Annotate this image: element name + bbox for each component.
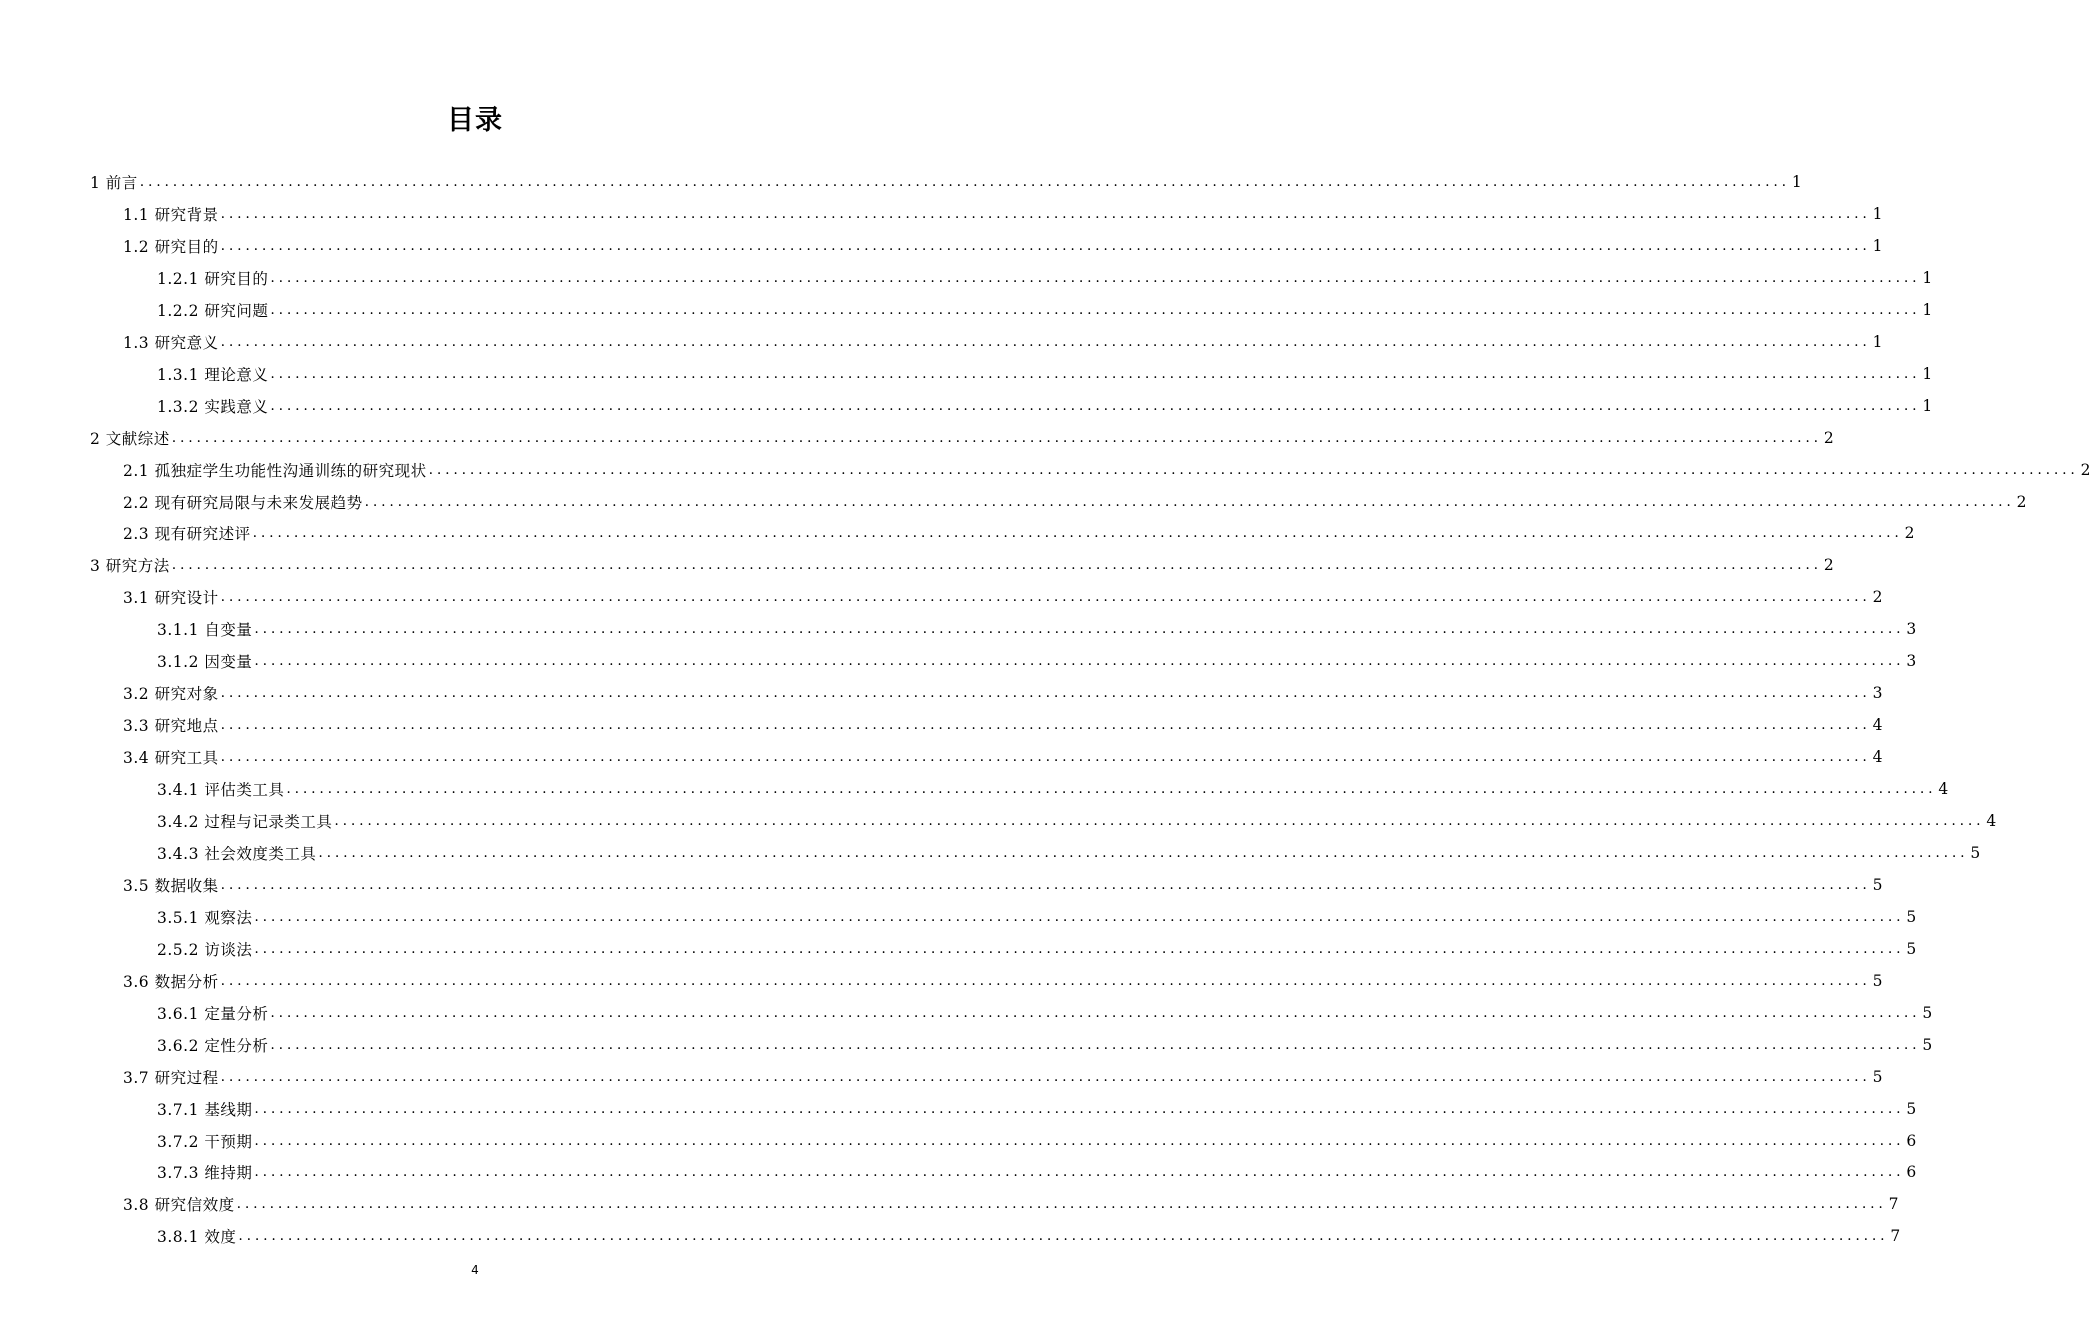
toc-dot-leader: ........................................................................................................................................................................................................: [364, 493, 2015, 510]
toc-dot-leader: ........................................................................................................................................................................................................: [220, 972, 1871, 989]
toc-entry-label: 3.5 数据收集: [123, 876, 219, 895]
toc-entry-label: 3.7.3 维持期: [157, 1164, 253, 1183]
toc-entry-page: 1: [1872, 236, 1883, 255]
toc-dot-leader: ........................................................................................................................................................................................................: [270, 1004, 1921, 1021]
toc-dot-leader: ........................................................................................................................................................................................................: [270, 269, 1921, 286]
toc-entry[interactable]: [157, 997, 1933, 1029]
toc-entry-label: 3.5.1 观察法: [157, 908, 253, 927]
toc-entry-page: 1: [1922, 396, 1933, 415]
toc-dot-leader: ........................................................................................................................................................................................................: [254, 653, 1905, 670]
toc-entry-page: 5: [1872, 875, 1883, 894]
toc-dot-leader: ........................................................................................................................................................................................................: [252, 525, 1903, 542]
toc-dot-leader: ........................................................................................................................................................................................................: [220, 237, 1871, 254]
toc-entry-page: 5: [1922, 1003, 1933, 1022]
toc-dot-leader: ........................................................................................................................................................................................................: [254, 1132, 1905, 1149]
toc-entry[interactable]: [90, 549, 1834, 581]
toc-entry-page: 5: [1906, 1099, 1917, 1118]
toc-entry-label: 1.3 研究意义: [123, 333, 219, 352]
toc-entry-page: 1: [1872, 204, 1883, 223]
toc-entry-page: 3: [1906, 652, 1917, 671]
toc-entry[interactable]: [157, 645, 1917, 677]
toc-entry-label: 3.1.1 自变量: [157, 621, 253, 640]
toc-entry-page: 5: [1906, 939, 1917, 958]
toc-entry[interactable]: [157, 390, 1933, 422]
toc-dot-leader: ........................................................................................................................................................................................................: [270, 397, 1921, 414]
toc-dot-leader: ........................................................................................................................................................................................................: [270, 365, 1921, 382]
toc-entry[interactable]: [123, 198, 1883, 230]
toc-entry-page: 4: [1872, 716, 1883, 735]
toc-dot-leader: ........................................................................................................................................................................................................: [220, 717, 1871, 734]
toc-entry-page: 2: [1823, 556, 1834, 575]
toc-entry-label: 1.3.1 理论意义: [157, 365, 269, 384]
toc-entry-page: 1: [1922, 300, 1933, 319]
toc-entry-page: 1: [1922, 268, 1933, 287]
toc-dot-leader: ........................................................................................................................................................................................................: [220, 205, 1871, 222]
toc-entry-label: 3.4 研究工具: [123, 749, 219, 768]
toc-entry-label: 3.6 数据分析: [123, 972, 219, 991]
toc-entry[interactable]: [157, 1125, 1917, 1157]
toc-entry[interactable]: [123, 741, 1883, 773]
toc-dot-leader: ........................................................................................................................................................................................................: [220, 1068, 1871, 1085]
toc-entry-label: 2.1 孤独症学生功能性沟通训练的研究现状: [123, 461, 427, 480]
toc-entry-label: 1.3.2 实践意义: [157, 397, 269, 416]
toc-entry[interactable]: [123, 517, 1915, 549]
toc-entry[interactable]: [123, 454, 2091, 486]
toc-entry[interactable]: [157, 773, 1949, 805]
toc-entry-page: 7: [1888, 1195, 1899, 1214]
toc-entry[interactable]: [157, 901, 1917, 933]
toc-entry-label: 3.4.3 社会效度类工具: [157, 844, 317, 863]
toc-entry-page: 1: [1872, 332, 1883, 351]
toc-entry[interactable]: [123, 677, 1883, 709]
toc-entry[interactable]: [123, 1188, 1899, 1220]
toc-entry[interactable]: [157, 613, 1917, 645]
toc-dot-leader: ........................................................................................................................................................................................................: [238, 1228, 1889, 1245]
toc-entry[interactable]: [157, 1029, 1933, 1061]
toc-entry-label: 3.3 研究地点: [123, 717, 219, 736]
toc-entry-page: 6: [1906, 1163, 1917, 1182]
toc-dot-leader: ........................................................................................................................................................................................................: [254, 1164, 1905, 1181]
toc-entry-label: 3.1 研究设计: [123, 589, 219, 608]
toc-entry-label: 2 文献综述: [90, 429, 170, 448]
toc-entry-page: 2: [2080, 460, 2091, 479]
toc-entry[interactable]: [157, 358, 1933, 390]
toc-entry[interactable]: [157, 294, 1933, 326]
toc-entry[interactable]: [157, 1156, 1917, 1188]
toc-entry-label: 1.2.1 研究目的: [157, 269, 269, 288]
toc-dot-leader: ........................................................................................................................................................................................................: [220, 685, 1871, 702]
toc-dot-leader: ........................................................................................................................................................................................................: [220, 333, 1871, 350]
toc-entry-page: 2: [2016, 492, 2027, 511]
toc-entry-page: 1: [1791, 173, 1802, 191]
toc-dot-leader: ........................................................................................................................................................................................................: [220, 749, 1871, 766]
toc-dot-leader: ........................................................................................................................................................................................................: [286, 781, 1937, 798]
toc-entry[interactable]: [123, 326, 1883, 358]
toc-dot-leader: ........................................................................................................................................................................................................: [139, 174, 1790, 190]
toc-dot-leader: ........................................................................................................................................................................................................: [171, 557, 1822, 574]
toc-dot-leader: ........................................................................................................................................................................................................: [236, 1196, 1887, 1213]
toc-entry-page: 2: [1872, 588, 1883, 607]
toc-entry[interactable]: [123, 965, 1883, 997]
toc-entry-label: 3.4.1 评估类工具: [157, 781, 285, 800]
toc-dot-leader: ........................................................................................................................................................................................................: [270, 301, 1921, 318]
toc-entry-label: 2.2 现有研究局限与未来发展趋势: [123, 493, 363, 512]
toc-entry[interactable]: [157, 262, 1933, 294]
toc-entry-page: 3: [1906, 620, 1917, 639]
toc-entry[interactable]: [157, 837, 1981, 869]
toc-entry[interactable]: [157, 933, 1917, 965]
toc-entry[interactable]: [123, 486, 2027, 518]
toc-entry-label: 3.7 研究过程: [123, 1068, 219, 1087]
page-title: 目录: [447, 105, 503, 136]
toc-entry-page: 6: [1906, 1131, 1917, 1150]
toc-entry-page: 2: [1904, 524, 1915, 543]
toc-dot-leader: ........................................................................................................................................................................................................: [220, 589, 1871, 606]
toc-entry[interactable]: [157, 1093, 1917, 1125]
toc-dot-leader: ........................................................................................................................................................................................................: [428, 461, 2079, 478]
toc-entry-label: 3.8 研究信效度: [123, 1196, 235, 1215]
toc-entry-page: 5: [1970, 843, 1981, 862]
toc-entry-label: 3.7.1 基线期: [157, 1100, 253, 1119]
toc-entry-page: 1: [1922, 364, 1933, 383]
toc-entry[interactable]: [123, 709, 1883, 741]
toc-dot-leader: ........................................................................................................................................................................................................: [220, 876, 1871, 893]
toc-dot-leader: ........................................................................................................................................................................................................: [254, 621, 1905, 638]
toc-entry-label: 1.1 研究背景: [123, 205, 219, 224]
toc-entry-label: 1.2.2 研究问题: [157, 301, 269, 320]
toc-entry-page: 7: [1890, 1227, 1901, 1246]
toc-entry-label: 1 前言: [90, 174, 138, 192]
toc-entry-label: 3.1.2 因变量: [157, 653, 253, 672]
toc-entry-label: 3.8.1 效度: [157, 1228, 237, 1247]
toc-dot-leader: ........................................................................................................................................................................................................: [270, 1036, 1921, 1053]
toc-entry-label: 3.7.2 干预期: [157, 1132, 253, 1151]
toc-entry[interactable]: [157, 1220, 1901, 1252]
toc-entry-page: 5: [1872, 971, 1883, 990]
toc-entry-label: 3.4.2 过程与记录类工具: [157, 813, 333, 831]
toc-entry-label: 2.5.2 访谈法: [157, 940, 253, 959]
toc-dot-leader: ........................................................................................................................................................................................................: [254, 1100, 1905, 1117]
toc-entry-page: 5: [1872, 1067, 1883, 1086]
toc-entry-label: 1.2 研究目的: [123, 237, 219, 256]
toc-entry[interactable]: [123, 230, 1883, 262]
toc-entry[interactable]: [90, 166, 1802, 198]
toc-dot-leader: ........................................................................................................................................................................................................: [254, 940, 1905, 957]
toc-dot-leader: ........................................................................................................................................................................................................: [171, 429, 1822, 446]
toc-entry[interactable]: [123, 869, 1883, 901]
toc-entry[interactable]: [157, 805, 1997, 837]
toc-entry-page: 5: [1922, 1035, 1933, 1054]
toc-entry-page: 3: [1872, 684, 1883, 703]
toc-dot-leader: ........................................................................................................................................................................................................: [254, 908, 1905, 925]
page-number: 4: [471, 1263, 479, 1277]
toc-entry-page: 4: [1986, 812, 1997, 830]
toc-entry[interactable]: [90, 422, 1834, 454]
toc-entry-label: 3.6.2 定性分析: [157, 1036, 269, 1055]
toc-entry-page: 5: [1906, 907, 1917, 926]
toc-dot-leader: ........................................................................................................................................................................................................: [318, 844, 1969, 861]
toc-entry-page: 4: [1938, 780, 1949, 799]
toc-entry-page: 2: [1823, 428, 1834, 447]
toc-dot-leader: ........................................................................................................................................................................................................: [334, 813, 1985, 829]
toc-entry-label: 3.2 研究对象: [123, 685, 219, 704]
toc-entry[interactable]: [123, 581, 1883, 613]
toc-entry-page: 4: [1872, 748, 1883, 767]
toc-entry-label: 3.6.1 定量分析: [157, 1004, 269, 1023]
toc-entry-label: 3 研究方法: [90, 557, 170, 576]
toc-entry-label: 2.3 现有研究述评: [123, 525, 251, 544]
toc-entry[interactable]: [123, 1061, 1883, 1093]
